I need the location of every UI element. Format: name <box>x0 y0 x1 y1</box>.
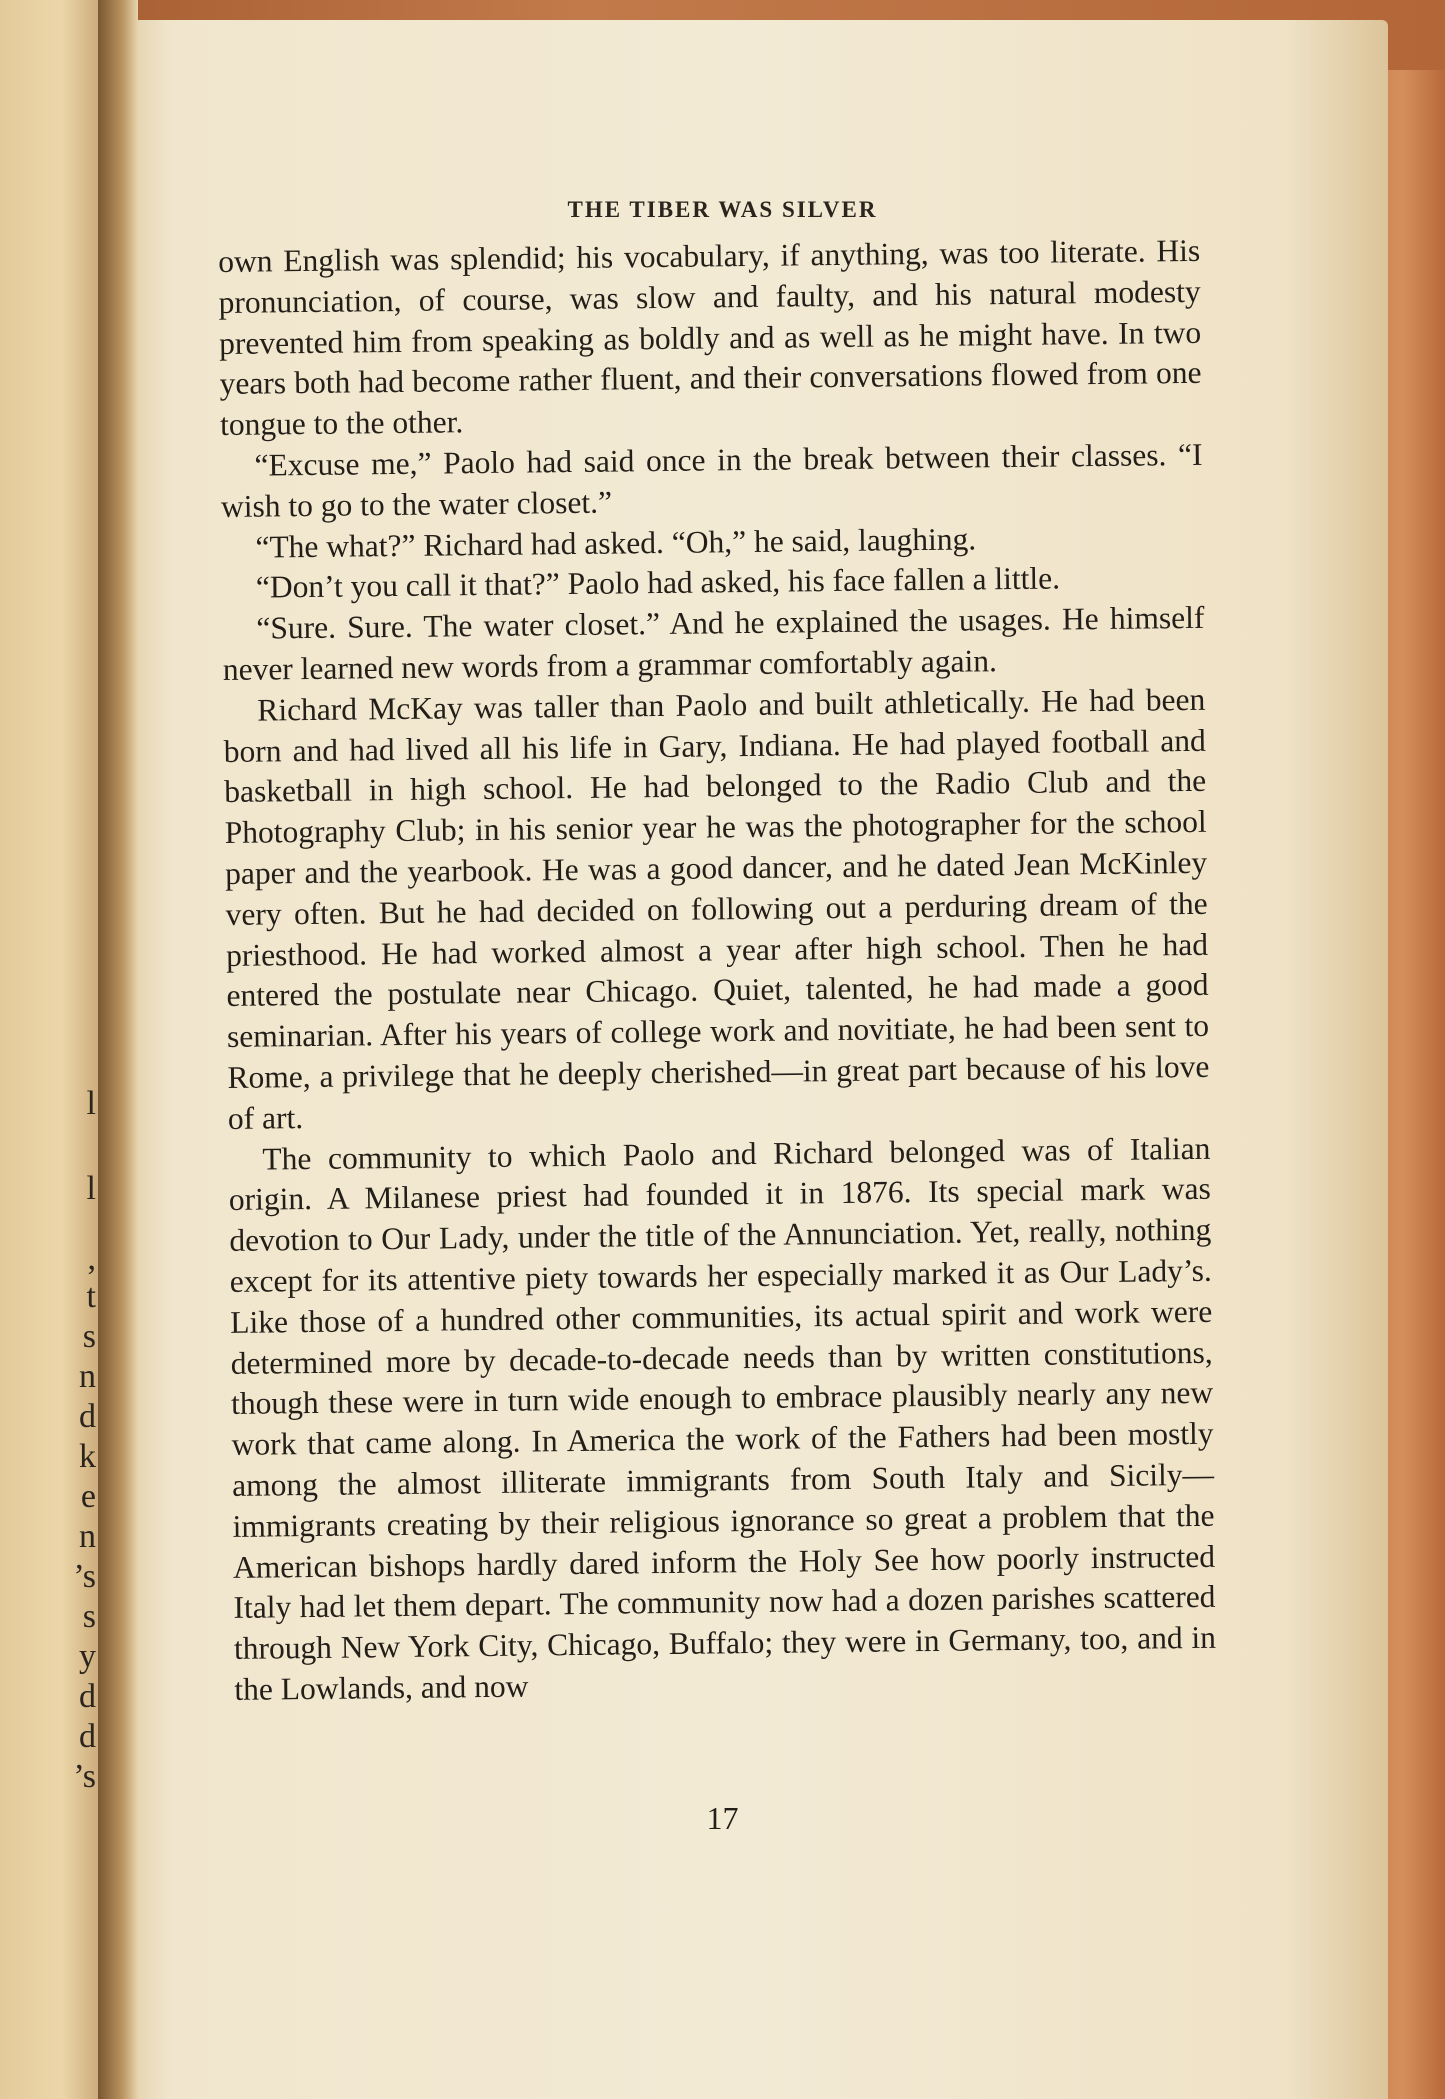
left-fragment: d <box>79 1718 96 1755</box>
left-fragment: k <box>79 1438 96 1475</box>
paragraph: “Don’t you call it that?” Paolo had asked, his face fallen a little. <box>255 560 1061 605</box>
left-fragment: s <box>82 1598 96 1635</box>
book-gutter <box>98 0 138 2099</box>
page-number: 17 <box>706 1800 739 1836</box>
body-text <box>218 231 1217 1711</box>
left-fragment: ’s <box>73 1558 96 1595</box>
paragraph: Richard McKay was taller than Paolo and built athletically. He had been born and had lived all his life in Gary, Indiana. He had played football and basketball in high school. He had belonged to the Radio Club and the Photography Club; in his senior year he was the photographer for the school paper and the yearbook. He was a good dancer, and he dated Jean McKinley very often. But he had decided on following out a perduring dream of the priesthood. He had worked almost a year after high school. Then he had entered the postulate near Chicago. Quiet, talented, he had made a good seminarian. After his years of college work and novitiate, he had been sent to Rome, a privilege that he deeply cherished—in great part because of his love of art. <box>223 681 1210 1136</box>
left-fragment: n <box>79 1518 96 1555</box>
left-page-text-fragments <box>0 0 112 2099</box>
left-fragment: y <box>79 1638 96 1675</box>
left-fragment: d <box>79 1678 96 1715</box>
paragraph: own English was splendid; his vocabulary, if anything, was too literate. His pronunciation, of course, was slow and faulty, and his natural modesty prevented him from speaking as boldly and as well as he might have. In two years both had become rather fluent, and their conversations flowed from one tongue to the other. <box>218 232 1202 443</box>
left-fragment: ’s <box>73 1758 96 1795</box>
paragraph: “Sure. Sure. The water closet.” And he explained the usages. He himself never learned new words from a grammar comfortably again. <box>222 600 1205 687</box>
left-fragment: t <box>86 1278 96 1315</box>
running-head: THE TIBER WAS SILVER <box>567 197 878 222</box>
left-fragment: d <box>79 1398 96 1435</box>
paragraph: The community to which Paolo and Richard belonged was of Italian origin. A Milanese priest had founded it in 1876. Its special mark was devotion to Our Lady, under the title of the Annunciation. Yet, really, nothing except for its attentive piety towards her especially marked it as Our Lady’s. Like those of a hundred other communities, its actual spirit and work were determined more by decade-to-decade needs than by written constitutions, though these were in turn wide enough to embrace plausibly nearly any new work that came along. In America the work of the Fathers had been mostly among the almost illiterate immigrants from South Italy and Sicily—immigrants creating by their religious ignorance so great a problem that the American bishops hardly dared inform the Holy See how poorly instructed Italy had let them depart. The community now had a dozen parishes scattered through New York City, Chicago, Buffalo; they were in Germany, too, and in the Lowlands, and now <box>228 1130 1217 1707</box>
paragraph: “Excuse me,” Paolo had said once in the break between their classes. “I wish to go to the water closet.” <box>220 436 1203 524</box>
left-fragment: l <box>86 1085 96 1122</box>
left-fragment: n <box>79 1358 96 1395</box>
paragraph: “The what?” Richard had asked. “Oh,” he said, laughing. <box>255 520 977 565</box>
left-fragment: , <box>87 1240 96 1277</box>
left-fragment: s <box>82 1318 96 1355</box>
left-fragment: l <box>86 1170 96 1207</box>
left-fragment: e <box>80 1478 96 1515</box>
left-page <box>0 0 112 2099</box>
